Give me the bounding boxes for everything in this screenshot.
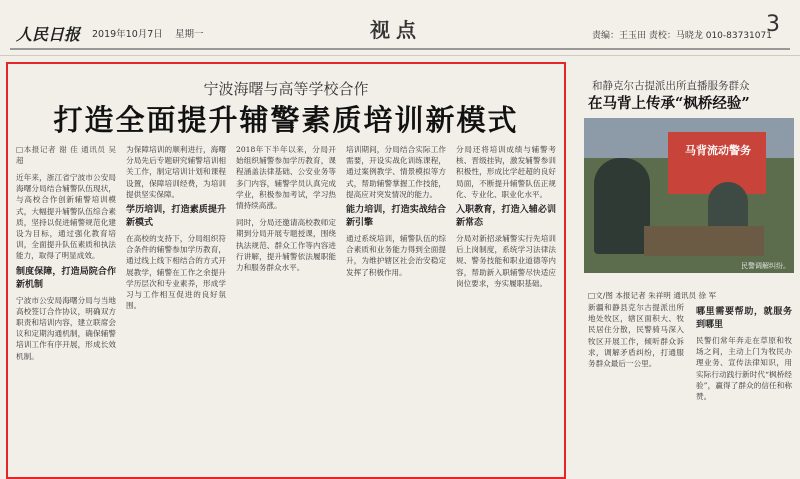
paragraph: 2018年下半年以来，分局开始组织辅警参加学历教育，课程涵盖法律基础、公安业务等多门内容，辅警学员认真完成学业，积极参加考试，学习热情持续高涨。	[236, 145, 336, 211]
article-column-4	[346, 144, 446, 477]
article-column-1	[16, 144, 116, 477]
article-column-3	[236, 144, 336, 477]
issue-weekday: 星期一	[175, 29, 204, 40]
side-story-kicker: 和静克尔古提派出所直播服务群众	[592, 80, 750, 92]
paragraph: 在高校的支持下，分局组织符合条件的辅警参加学历教育，通过线上线下相结合的方式开展教学，辅警在工作之余提升学历层次和专业素养，形成学习与工作相互促进的良好氛围。	[126, 234, 226, 311]
paragraph: 培训期间，分局结合实际工作需要，开设实战化训练课程，通过案例教学、情景模拟等方式，帮助辅警掌握工作技能，提高应对突发情况的能力。	[346, 145, 446, 199]
article-column-2	[126, 144, 226, 477]
photo-person	[594, 158, 650, 254]
header-divider	[10, 48, 790, 50]
side-column-1	[588, 302, 684, 479]
photo-table	[644, 226, 764, 256]
news-photo	[584, 118, 794, 273]
paragraph: 近年来，浙江省宁波市公安局海曙分局结合辅警队伍现状，与高校合作创新辅警培训模式，大幅提升辅警队伍综合素质，坚持以促进辅警规范化建设为目标，通过强化教育培训，全面提升队伍素质和执法能力，取得了明显成效。	[16, 173, 116, 261]
article-column-5	[456, 144, 556, 477]
paragraph: 为保障培训的顺利进行，海曙分局先后专题研究辅警培训相关工作，制定培训计划和课程设置，保障培训经费，为培训提供坚实保障。	[126, 145, 226, 199]
paragraph: 通过系统培训，辅警队伍的综合素质和业务能力得到全面提升，为维护辖区社会治安稳定发挥了积极作用。	[346, 234, 446, 277]
section-title: 视点	[370, 18, 422, 42]
article-byline: □本报记者 谢 佳 通讯员 吴 超	[16, 145, 116, 165]
newspaper-header	[0, 0, 800, 56]
side-story-body	[588, 302, 794, 479]
subheading: 学历培训，打造素质提升新模式	[126, 205, 226, 229]
article-body	[16, 144, 558, 477]
paragraph: 宁波市公安局海曙分局与当地高校签订合作协议，明确双方职责和培训内容，建立联席会议和定期沟通机制，确保辅警培训工作有序开展，形成长效机制。	[16, 295, 116, 361]
subheading: 入职教育，打造入辅必训新常态	[456, 205, 556, 229]
article-headline: 打造全面提升辅警素质培训新模式	[53, 103, 519, 137]
editors-line: 责编：王玉田 责校：马晓龙 010-83731071	[592, 31, 772, 41]
photo-caption: 民警调解纠纷。	[741, 262, 790, 270]
subheading: 哪里需要帮助，就服务到哪里	[696, 307, 792, 330]
side-story-title: 在马背上传承“枫桥经验”	[588, 95, 750, 112]
issue-date: 2019年10月7日	[92, 29, 163, 40]
photo-banner-text: 马背流动警务	[685, 144, 751, 157]
subheading: 能力培训，打造实战结合新引擎	[346, 205, 446, 229]
newspaper-logo: 人民日报	[16, 25, 81, 44]
highlighted-article	[6, 62, 566, 479]
side-story-byline: □文/图 本报记者 朱祥明 通讯员 徐 军	[588, 291, 717, 300]
paragraph: 分局对新招录辅警实行先培训后上岗制度，系统学习法律法规、警务技能和职业道德等内容，帮助新入职辅警尽快适应岗位要求，夯实履职基础。	[456, 234, 556, 288]
paragraph: 新疆和静县克尔古提派出所地处牧区，辖区面积大、牧民居住分散，民警骑马深入牧区开展工作，倾听群众诉求，调解矛盾纠纷，打通服务群众最后一公里。	[588, 303, 684, 369]
article-kicker: 宁波海曙与高等学校合作	[203, 80, 369, 98]
page-number: 3	[766, 12, 780, 37]
subheading: 制度保障，打造局院合作新机制	[16, 266, 116, 290]
paragraph: 分局还将培训成绩与辅警考核、晋级挂钩，激发辅警参训积极性，形成比学赶超的良好局面，不断提升辅警队伍正规化、专业化、职业化水平。	[456, 145, 556, 199]
side-column-2	[696, 302, 792, 479]
paragraph: 同时，分局还邀请高校教师定期到分局开展专题授课，围绕执法规范、群众工作等内容进行讲解，提升辅警依法履职能力和服务群众水平。	[236, 218, 336, 273]
paragraph: 民警们常年奔走在草原和牧场之间，主动上门为牧民办理业务、宣传法律知识，用实际行动践行新时代“枫桥经验”，赢得了群众的信任和称赞。	[696, 336, 792, 402]
